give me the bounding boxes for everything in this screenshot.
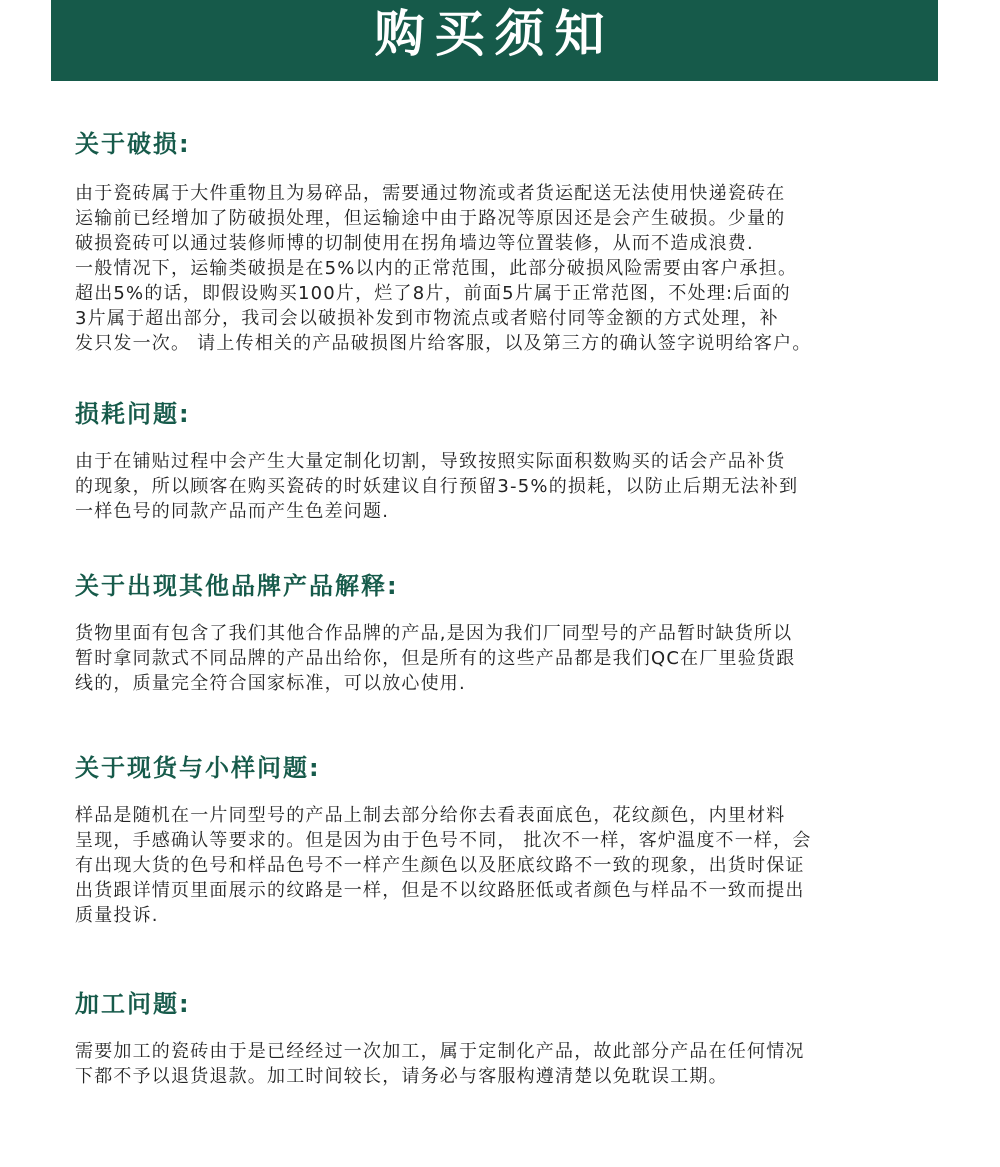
section-body: 由于瓷砖属于大件重物且为易碎品，需要通过物流或者货运配送无法使用快递瓷砖在 运输前已经增加了防破损处理，但运输途中由于路况等原因还是会产生破损。少量的 破损瓷砖可以通过装修师博的切制使用在拐角墙边等位置装修，从而不造成浪费. 一般情况下，运输类破损是在5%以内的正常范围，此部分破损风险需要由客户承担。 超出5%的话，即假设购买100片，烂了8片，前面5片属于正常范图，不处理:后面的 3片属于超出部分，我司会以破损补发到市物流点或者赔付同等金额的方式处理，补 发只发一次。 请上传相关的产品破损图片给客服，以及第三方的确认签字说明给客户。 [75, 183, 812, 354]
section-body: 货物里面有包含了我们其他合作品牌的产品,是因为我们厂同型号的产品暂时缺货所以 暂时拿同款式不同品牌的产品出给你，但是所有的这些产品都是我们QC在厂里验货跟 线的，质量完全符合国家标准，可以放心使用. [75, 623, 796, 694]
section-heading: 关于出现其他品牌产品解释: [75, 572, 399, 600]
section-body: 需要加工的瓷砖由于是已经经过一次加工，属于定制化产品，故此部分产品在任何情况 下都不予以退货退款。加工时间较长，请务必与客服构遵清楚以免耽误工期。 [75, 1041, 805, 1087]
section-other-brands [75, 571, 955, 696]
section-heading: 损耗问题: [75, 400, 191, 428]
section-heading: 关于破损: [75, 130, 191, 158]
section-stock-samples [75, 753, 955, 928]
section-body: 样品是随机在一片同型号的产品上制去部分给你去看表面底色，花纹颜色，内里材料 呈现，手感确认等要求的。但是因为由于色号不同， 批次不一样，客炉温度不一样，会 有出现大货的色号和样品色号不一样产生颜色以及胚底纹路不一致的现象，出货时保证 出货跟详情页里面展示的纹路是一样，但是不以纹路胚低或者颜色与样品不一致而提出 质量投诉. [75, 805, 812, 926]
header-banner [51, 0, 938, 81]
section-heading: 加工问题: [75, 990, 191, 1018]
section-damage [75, 129, 955, 356]
section-heading: 关于现货与小样问题: [75, 754, 321, 782]
section-loss [75, 399, 955, 524]
section-body: 由于在铺贴过程中会产生大量定制化切割，导致按照实际面积数购买的话会产品补货 的现象，所以顾客在购买瓷砖的时妖建议自行预留3-5%的损耗，以防止后期无法补到 一样色号的同款产品而产生色差问题. [75, 451, 799, 522]
section-processing [75, 989, 955, 1089]
page-title: 购买须知 [374, 4, 615, 63]
